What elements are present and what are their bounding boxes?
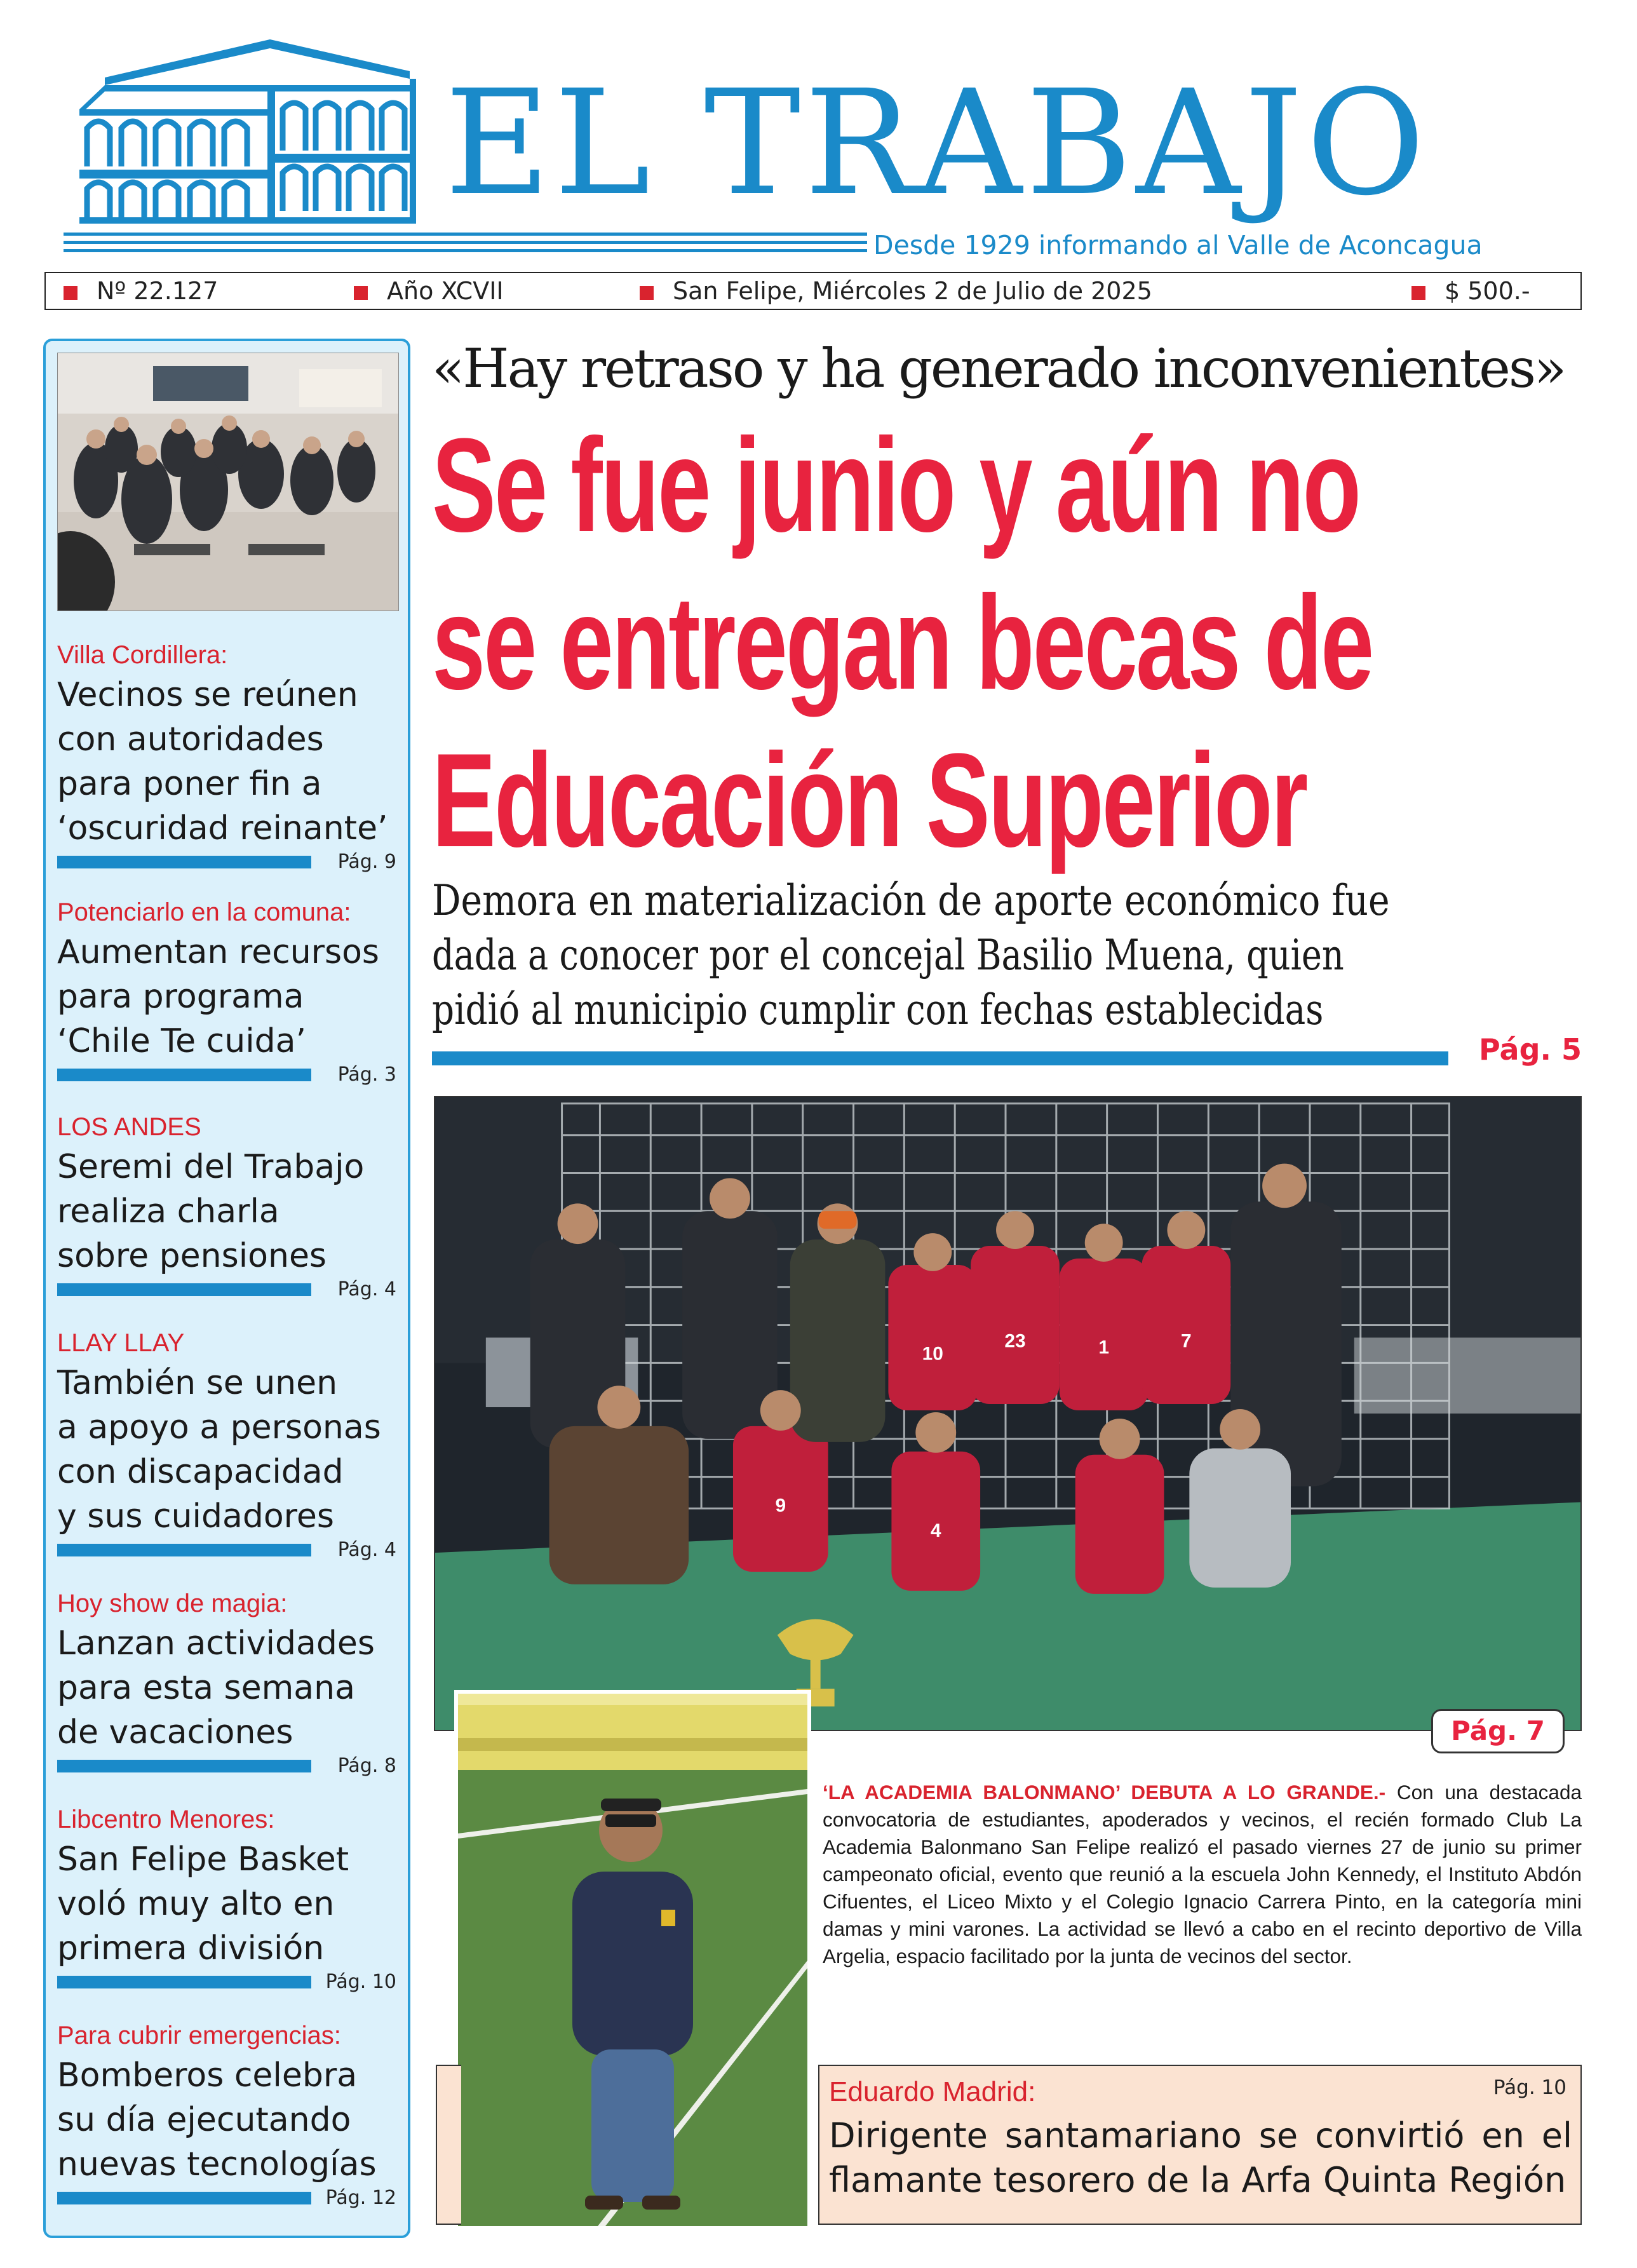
sidebar-item-chile-te-cuida[interactable] — [57, 897, 398, 1084]
sidebar-item-villa-cordillera[interactable] — [57, 640, 398, 871]
page-reference: Pág. 9 — [337, 851, 396, 873]
page-reference: Pág. 8 — [337, 1755, 396, 1777]
newspaper-title: EL TRABAJO — [445, 58, 1429, 227]
masthead — [0, 0, 1637, 267]
sidebar-kicker: Hoy show de magia: — [57, 1590, 288, 1617]
sidebar-page-rule — [57, 1973, 398, 1991]
page-reference: Pág. 10 — [325, 1971, 396, 1993]
sidebar-headline: Bomberos celebra su día ejecutando nuevas tecnologías — [57, 2056, 377, 2184]
eduardo-madrid-photo[interactable] — [454, 1690, 811, 2230]
neighborhood-meeting-photo[interactable] — [57, 353, 399, 611]
sidebar-kicker: Para cubrir emergencias: — [57, 2022, 341, 2049]
sidebar-page-rule — [57, 1278, 398, 1300]
page-reference: Pág. 4 — [337, 1278, 396, 1300]
sidebar-page-rule — [57, 1063, 398, 1086]
main-deck — [432, 874, 1585, 1058]
headline-quote: «Hay retraso y ha generado inconvenientes» — [432, 337, 1565, 400]
red-square-icon — [1411, 286, 1425, 300]
slogan-rule-lines — [64, 230, 867, 255]
deck-line: dada a conocer por el concejal Basilio Muena, quien — [432, 931, 1344, 980]
main-headline[interactable] — [432, 407, 1585, 877]
issue-number: Nº 22.127 — [64, 273, 218, 309]
sidebar-headline: Vecinos se reúnen con autoridades para poner fin a ‘oscuridad reinante’ — [57, 676, 388, 847]
jersey-number-7: 7 — [1181, 1330, 1192, 1352]
photo-caption — [823, 1779, 1582, 2020]
sidebar-item-libcentro-menores[interactable] — [57, 1804, 398, 1991]
madrid-page-reference: Pág. 10 — [1493, 2076, 1566, 2099]
sidebar-item-los-andes[interactable] — [57, 1112, 398, 1299]
issue-price: $ 500.- — [1411, 273, 1530, 309]
main-headline-line: Se fue junio y aún no — [432, 410, 1360, 560]
news-index-sidebar — [43, 339, 410, 2238]
jersey-number-4: 4 — [930, 1520, 941, 1542]
sidebar-kicker: LLAY LLAY — [57, 1329, 185, 1357]
caption-body: Con una destacada convocatoria de estudiantes, apoderados y vecinos, el recién formado Club La Academia Balonmano San Felipe realizó el pasado viernes 27 de junio su primer campeonato oficial, evento que reunió a la escuela John Kennedy, el Instituto Abdón Cifuentes, el Liceo Mixto y el Colegio Ignacio Carrera Pinto, en la categoría mini damas y mini varones. La actividad se llevó a cabo en el recinto deportivo de Villa Argelia, espacio facilitado por la junta de vecinos del sector. — [823, 1781, 1582, 1968]
page-reference: Pág. 3 — [337, 1063, 396, 1086]
page-reference: Pág. 12 — [325, 2187, 396, 2209]
handball-team-photo[interactable] — [434, 1096, 1582, 1731]
sidebar-page-rule — [57, 853, 398, 871]
sidebar-headline: También se unen a apoyo a personas con discapacidad y sus cuidadores — [57, 1364, 381, 1536]
sidebar-kicker: Villa Cordillera: — [57, 641, 228, 669]
eduardo-madrid-box[interactable] — [818, 2065, 1582, 2225]
building-logo-icon — [79, 39, 419, 224]
sidebar-page-rule — [57, 1757, 398, 1775]
madrid-box-edge — [436, 2065, 461, 2225]
caption-lead: ‘LA ACADEMIA BALONMANO’ DEBUTA A LO GRANDE.- — [823, 1781, 1386, 1804]
issue-date: San Felipe, Miércoles 2 de Julio de 2025 — [640, 273, 1152, 309]
photo-page-badge: Pág. 7 — [1431, 1709, 1565, 1753]
jersey-number-1: 1 — [1098, 1337, 1109, 1358]
jersey-number-10: 10 — [922, 1343, 943, 1365]
sidebar-headline: San Felipe Basket voló muy alto en primera división — [57, 1840, 349, 1968]
main-page-reference: Pág. 5 — [1479, 1032, 1582, 1067]
red-square-icon — [64, 286, 77, 300]
jersey-number-9: 9 — [775, 1495, 786, 1516]
issue-info-bar — [44, 272, 1582, 310]
sidebar-headline: Seremi del Trabajo realiza charla sobre pensiones — [57, 1148, 365, 1275]
sidebar-headline: Lanzan actividades para esta semana de vacaciones — [57, 1624, 375, 1752]
red-square-icon — [354, 286, 368, 300]
madrid-headline: Dirigente santamariano se convirtió en el flamante tesorero de la Arfa Quinta Región — [829, 2116, 1572, 2200]
red-square-icon — [640, 286, 654, 300]
sidebar-kicker: LOS ANDES — [57, 1113, 201, 1141]
main-headline-line: se entregan becas de — [432, 568, 1373, 717]
deck-line: pidió al municipio cumplir con fechas establecidas — [432, 985, 1324, 1034]
main-story-rule — [432, 1051, 1448, 1065]
sidebar-kicker: Potenciarlo en la comuna: — [57, 898, 351, 926]
sidebar-item-show-de-magia[interactable] — [57, 1588, 398, 1775]
sidebar-page-rule — [57, 2189, 398, 2207]
sidebar-item-llay-llay[interactable] — [57, 1328, 398, 1559]
sidebar-page-rule — [57, 1541, 398, 1559]
deck-line: Demora en materialización de aporte económico fue — [432, 876, 1390, 925]
newspaper-slogan: Desde 1929 informando al Valle de Aconcagua — [873, 230, 1483, 260]
jersey-number-23: 23 — [1004, 1330, 1026, 1352]
issue-year: Año XCVII — [354, 273, 504, 309]
sidebar-item-bomberos[interactable] — [57, 2020, 398, 2207]
madrid-kicker: Eduardo Madrid: — [829, 2076, 1036, 2107]
page-reference: Pág. 4 — [337, 1539, 396, 1561]
sidebar-kicker: Libcentro Menores: — [57, 1806, 275, 1833]
sidebar-headline: Aumentan recursos para programa ‘Chile Te cuida’ — [57, 933, 380, 1060]
main-headline-line: Educación Superior — [432, 726, 1307, 875]
